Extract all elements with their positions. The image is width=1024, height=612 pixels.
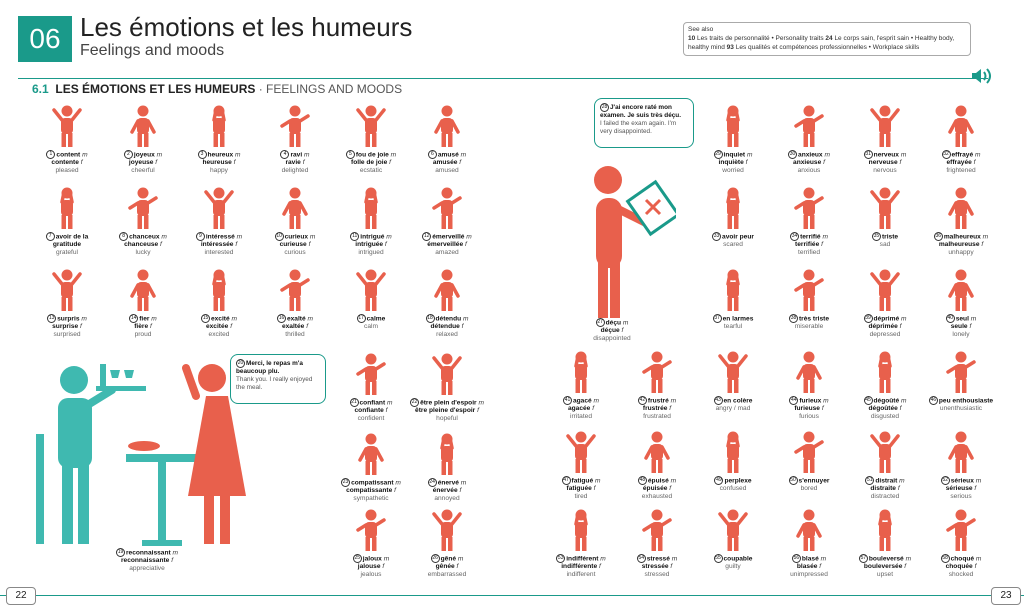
emotion-label: 57 bouleversé m bouleversée f upset — [860, 555, 912, 578]
emotion-item-43 — [696, 350, 770, 413]
emotion-figure-icon — [424, 186, 470, 230]
emotion-figure-icon — [558, 350, 604, 394]
emotion-figure-icon — [938, 350, 984, 394]
page-title: Les émotions et les humeurs — [80, 12, 413, 42]
emotion-label: 51 distrait m distraite f distracted — [867, 477, 905, 500]
emotion-label: 45 dégoûté m dégoûtée f disgusted — [865, 397, 907, 420]
emotion-label: 6 amusé m amusée f amused — [410, 150, 484, 175]
emotion-label: 27 déçu m déçue f disappointed — [593, 319, 631, 342]
emotion-label: 47 fatigué m fatiguée f tired — [563, 477, 601, 500]
emotion-label: 54 stressé m stressée f stressed — [638, 555, 678, 578]
emotion-figure-icon — [424, 508, 470, 552]
emotion-item-46 — [924, 350, 998, 413]
emotion-label: 18 détendu m détendue f relaxed — [427, 315, 469, 338]
emotion-label: 41 agacé m agacée f irritated — [564, 397, 600, 420]
emotion-figure-icon — [862, 268, 908, 312]
emotion-item-23 — [334, 432, 408, 503]
emotion-label: 8 chanceux m chanceuse f lucky — [106, 232, 180, 257]
emotion-figure-icon — [634, 508, 680, 552]
emotion-item-11 — [334, 186, 408, 257]
emotion-figure-icon — [862, 430, 908, 474]
emotion-label: 32 effrayé m effrayée f frightened — [943, 151, 981, 174]
emotion-label: 23 compatissant m compatissante f sympathetic — [342, 479, 401, 502]
emotion-figure-icon — [710, 104, 756, 148]
emotion-label: 14 fier m fière f proud — [130, 315, 157, 338]
emotion-item-58 — [924, 508, 998, 579]
emotion-label: 12 émerveillé m émerveillée f amazed — [423, 233, 472, 256]
emotion-item-6 — [410, 104, 484, 175]
emotion-label: 50 s'ennuyer bored — [790, 477, 830, 493]
speech-bubble-grateful: 20 Merci, le repas m'a beaucoup plu. Thank you. I really enjoyed the meal. — [230, 354, 326, 404]
emotion-figure-icon — [938, 430, 984, 474]
emotion-item-30 — [772, 104, 846, 175]
see-also-line-1: 10 Les traits de personnalité • Personality traits 24 Le corps sain, l'esprit sain • Healthy body, — [688, 35, 955, 42]
emotion-label: 44 furieux m furieuse f furious — [791, 397, 829, 420]
emotion-figure-icon — [44, 104, 90, 148]
emotion-figure-icon — [786, 350, 832, 394]
emotion-label: 5 fou de joie m folle de joie f ecstatic — [334, 150, 408, 175]
emotion-figure-icon — [120, 268, 166, 312]
emotion-item-12 — [410, 186, 484, 257]
emotion-label: 36 malheureux m malheureuse f unhappy — [935, 233, 989, 256]
emotion-figure-icon — [786, 430, 832, 474]
emotion-item-16 — [258, 268, 332, 339]
emotion-label: 25 jaloux m jalouse f jealous — [354, 555, 390, 578]
emotion-label: 24 énervé m énervée f annoyed — [429, 479, 467, 502]
emotion-figure-icon — [348, 432, 394, 476]
emotion-label: 42 frustré m frustrée f frustrated — [639, 397, 677, 420]
emotion-figure-icon — [424, 268, 470, 312]
emotion-item-38 — [772, 268, 846, 331]
emotion-figure-icon — [786, 104, 832, 148]
emotion-label: 13 surpris m surprise f surprised — [48, 315, 87, 338]
emotion-label: 9 intéressé m intéressée f interested — [182, 232, 256, 257]
emotion-figure-icon — [710, 186, 756, 230]
emotion-item-53 — [544, 508, 618, 579]
emotion-label: 52 sérieux m sérieuse f serious — [942, 477, 982, 500]
emotion-label: 31 nerveux m nerveuse f nervous — [865, 151, 907, 174]
emotion-figure-icon — [348, 186, 394, 230]
disappointed-illustration — [586, 160, 676, 320]
page-number-right: 23 — [991, 587, 1021, 605]
emotion-label: 7 avoir de la gratitude grateful — [30, 232, 104, 257]
emotion-figure-icon — [786, 268, 832, 312]
speech-bubble-disappointed: 28 J'ai encore raté mon examen. Je suis très déçu. I failed the exam again. I'm very disappointed. — [594, 98, 694, 148]
emotion-item-36 — [924, 186, 998, 257]
footer-rule — [0, 595, 1024, 596]
emotion-item-9 — [182, 186, 256, 257]
emotion-label: 55 coupable guilty — [715, 555, 753, 571]
emotion-item-8 — [106, 186, 180, 257]
emotion-figure-icon — [938, 508, 984, 552]
chapter-number: 06 — [18, 16, 72, 62]
emotion-figure-icon — [710, 508, 756, 552]
emotion-figure-icon — [938, 268, 984, 312]
emotion-item-50 — [772, 430, 846, 493]
emotion-item-22 — [410, 352, 484, 423]
emotion-label: 15 excité m excitée f excited — [202, 315, 238, 338]
emotion-figure-icon — [424, 432, 470, 476]
emotion-label: 29 inquiet m inquiète f worried — [715, 151, 753, 174]
emotion-figure-icon — [862, 104, 908, 148]
emotion-figure-icon — [710, 350, 756, 394]
emotion-label: 10 curieux m curieuse f curious — [276, 233, 316, 256]
emotion-item-54 — [620, 508, 694, 579]
emotion-label: 17 calme calm — [358, 315, 386, 331]
emotion-item-31 — [848, 104, 922, 175]
emotion-item-37 — [696, 268, 770, 331]
emotion-figure-icon — [710, 268, 756, 312]
emotion-item-42 — [620, 350, 694, 421]
emotion-figure-icon — [938, 104, 984, 148]
see-also-label: See also — [688, 26, 714, 33]
emotion-label: 3 heureux m heureuse f happy — [182, 150, 256, 175]
emotion-item-4 — [258, 104, 332, 175]
emotion-item-51 — [848, 430, 922, 501]
emotion-item-57 — [848, 508, 922, 579]
section-heading: 6.1 LES ÉMOTIONS ET LES HUMEURS · FEELINGS AND MOODS — [32, 82, 403, 96]
emotion-item-14 — [106, 268, 180, 339]
emotion-item-34 — [772, 186, 846, 257]
emotion-label: 22 être plein d'espoir m être pleine d'espoir f hopeful — [411, 399, 484, 422]
emotion-figure-icon — [44, 268, 90, 312]
emotion-label: 33 avoir peur scared — [713, 233, 754, 249]
emotion-item-18 — [410, 268, 484, 339]
emotion-item-1 — [30, 104, 104, 175]
emotion-label: 34 terrifié m terrifiée f terrified — [791, 233, 828, 256]
emotion-label: 58 choqué m choquée f shocked — [942, 555, 982, 578]
emotion-figure-icon — [862, 508, 908, 552]
header-rule — [18, 78, 988, 79]
see-also-box — [683, 22, 971, 56]
emotion-label: 1 content m contente f pleased — [30, 150, 104, 175]
emotion-figure-icon — [348, 268, 394, 312]
page-number-left: 22 — [6, 587, 36, 605]
emotion-item-39 — [848, 268, 922, 339]
emotion-label: 53 indifférent m indifférente f indifferent — [557, 555, 606, 578]
emotion-item-5 — [334, 104, 408, 175]
emotion-label: 40 seul m seule f lonely — [947, 315, 977, 338]
emotion-figure-icon — [710, 430, 756, 474]
emotion-figure-icon — [120, 186, 166, 230]
emotion-item-49 — [696, 430, 770, 493]
emotion-item-13 — [30, 268, 104, 339]
emotion-label: 37 en larmes tearful — [714, 315, 754, 331]
emotion-label: 16 exalté m exaltée f thrilled — [278, 315, 314, 338]
emotion-figure-icon — [348, 104, 394, 148]
emotion-figure-icon — [938, 186, 984, 230]
emotion-label: 21 confiant m confiante f confident — [351, 399, 393, 422]
emotion-figure-icon — [348, 508, 394, 552]
emotion-figure-icon — [196, 104, 242, 148]
emotion-item-55 — [696, 508, 770, 571]
emotion-figure-icon — [558, 430, 604, 474]
emotion-figure-icon — [786, 186, 832, 230]
emotion-figure-icon — [44, 186, 90, 230]
emotion-item-40 — [924, 268, 998, 339]
emotion-figure-icon — [424, 104, 470, 148]
emotion-item-52 — [924, 430, 998, 501]
emotion-label: 35 triste sad — [873, 233, 899, 249]
emotion-item-29 — [696, 104, 770, 175]
emotion-item-17 — [334, 268, 408, 331]
emotion-label: 39 déprimé m déprimée f depressed — [865, 315, 907, 338]
emotion-figure-icon — [196, 268, 242, 312]
emotion-figure-icon — [348, 352, 394, 396]
emotion-figure-icon — [424, 352, 470, 396]
emotion-figure-icon — [862, 186, 908, 230]
see-also-line-2: healthy mind 93 Les qualités et compétences professionnelles • Workplace skills — [688, 44, 920, 51]
emotion-item-3 — [182, 104, 256, 175]
emotion-item-24 — [410, 432, 484, 503]
emotion-item-48 — [620, 430, 694, 501]
emotion-item-41 — [544, 350, 618, 421]
emotion-label: 43 en colère angry / mad — [715, 397, 753, 413]
emotion-item-47 — [544, 430, 618, 501]
emotion-item-32 — [924, 104, 998, 175]
emotion-label: 49 perplexe confused — [716, 477, 752, 493]
emotion-label: 38 très triste miserable — [790, 315, 830, 331]
emotion-item-25 — [334, 508, 408, 579]
emotion-figure-icon — [272, 186, 318, 230]
emotion-item-26 — [410, 508, 484, 579]
emotion-figure-icon — [272, 268, 318, 312]
emotion-label: 2 joyeux m joyeuse f cheerful — [106, 150, 180, 175]
emotion-item-56 — [772, 508, 846, 579]
emotion-item-2 — [106, 104, 180, 175]
emotion-label: 30 anxieux m anxieuse f anxious — [789, 151, 830, 174]
emotion-label: 11 intrigué m intriguée f intrigued — [352, 233, 392, 256]
emotion-item-21 — [334, 352, 408, 423]
emotion-figure-icon — [786, 508, 832, 552]
audio-speaker-icon[interactable] — [970, 67, 992, 85]
emotion-figure-icon — [558, 508, 604, 552]
emotion-label: 48 épuisé m épuisée f exhausted — [639, 477, 677, 500]
emotion-figure-icon — [196, 186, 242, 230]
emotion-label: 26 gêné m gênée f embarrassed — [427, 555, 467, 578]
emotion-label: 19 reconnaissant m reconnaissante f appreciative — [117, 549, 179, 572]
emotion-item-15 — [182, 268, 256, 339]
emotion-figure-icon — [634, 430, 680, 474]
emotion-label: 56 blasé m blasée f unimpressed — [790, 555, 828, 578]
emotion-item-19 — [110, 546, 184, 573]
emotion-figure-icon — [634, 350, 680, 394]
emotion-figure-icon — [862, 350, 908, 394]
emotion-item-33 — [696, 186, 770, 249]
emotion-item-10 — [258, 186, 332, 257]
emotion-item-35 — [848, 186, 922, 249]
emotion-figure-icon — [120, 104, 166, 148]
emotion-figure-icon — [272, 104, 318, 148]
emotion-item-7 — [30, 186, 104, 257]
emotion-label: 46 peu enthousiaste unenthusiastic — [930, 397, 994, 413]
emotion-label: 4 ravi m ravie f delighted — [281, 151, 310, 174]
emotion-item-45 — [848, 350, 922, 421]
page-subtitle: Feelings and moods — [80, 42, 225, 59]
emotion-item-44 — [772, 350, 846, 421]
